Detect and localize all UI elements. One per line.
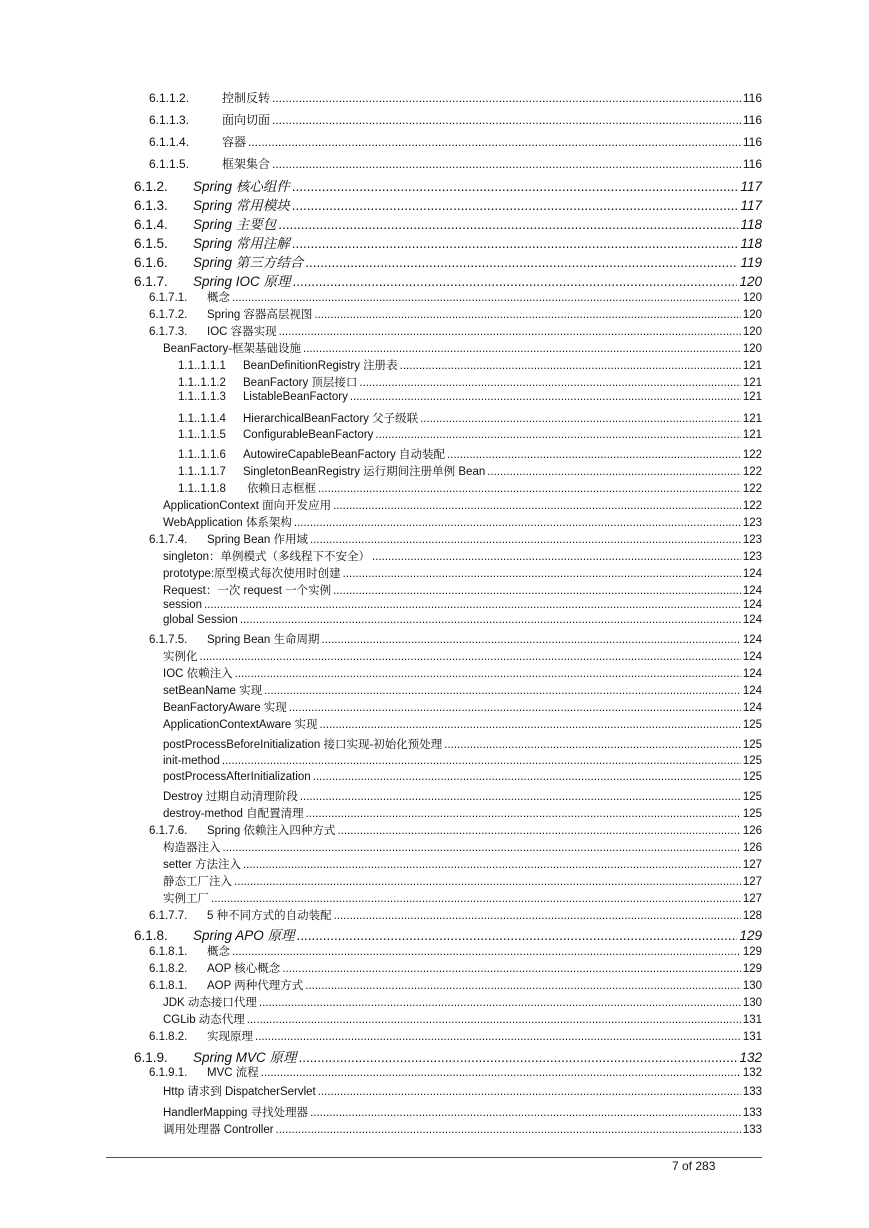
toc-entry-number: 6.1.8.1. [149, 980, 188, 992]
toc-entry-title: 构造器注入 [163, 842, 221, 854]
toc-entry[interactable] [163, 771, 762, 783]
toc-entry-number: 6.1.1.2. [149, 91, 190, 105]
toc-entry-page: 121 [742, 429, 762, 441]
toc-dot-leader [444, 739, 741, 751]
toc-entry-page: 118 [740, 217, 762, 232]
toc-entry-number: 1.1..1.1.7 [178, 466, 226, 478]
toc-dot-leader [292, 236, 739, 251]
toc-entry-number: 6.1.7. [134, 274, 168, 289]
toc-entry[interactable] [163, 716, 762, 732]
toc-entry[interactable] [178, 391, 762, 403]
toc-entry-title: BeanFactoryAware 实现 [163, 702, 287, 714]
toc-entry-title: 概念 [207, 946, 230, 958]
toc-entry-page: 124 [742, 685, 762, 697]
footer-divider [106, 1157, 762, 1158]
toc-entry-number: 6.1.7.4. [149, 534, 188, 546]
toc-entry-number: 6.1.1.3. [149, 113, 190, 127]
toc-entry[interactable] [178, 463, 762, 479]
toc-dot-leader [272, 91, 741, 105]
toc-entry-title: setter 方法注入 [163, 859, 241, 871]
toc-entry-number: 6.1.9. [134, 1050, 168, 1065]
toc-entry-page: 120 [742, 292, 762, 304]
toc-entry-title: AutowireCapableBeanFactory 自动装配 [243, 449, 445, 461]
toc-entry-page: 120 [739, 274, 762, 289]
toc-entry-page: 120 [742, 343, 762, 355]
toc-dot-leader [303, 343, 741, 355]
toc-dot-leader [259, 997, 741, 1009]
toc-entry[interactable] [149, 1028, 762, 1044]
toc-entry-number: 1.1..1.1.6 [178, 449, 226, 461]
toc-entry-title: Spring 常用注解 [193, 236, 290, 251]
toc-dot-leader [318, 483, 741, 495]
toc-entry[interactable] [163, 736, 762, 752]
toc-entry[interactable] [149, 822, 762, 838]
toc-entry-title: Spring Bean 生命周期 [207, 634, 320, 646]
toc-dot-leader [350, 391, 741, 403]
toc-entry[interactable] [163, 1083, 762, 1099]
toc-entry-page: 116 [742, 135, 762, 149]
toc-entry-page: 129 [742, 946, 762, 958]
toc-entry-title: Spring 容器高层视图 [207, 309, 313, 321]
toc-dot-leader [487, 466, 741, 478]
toc-entry[interactable] [178, 357, 762, 373]
toc-dot-leader [234, 876, 741, 888]
toc-entry-number: 6.1.7.1. [149, 292, 188, 304]
toc-entry-page: 124 [742, 614, 762, 626]
toc-entry-title: singleton：单例模式（多线程下不安全） [163, 551, 371, 563]
toc-entry-title: 实现原理 [207, 1031, 253, 1043]
toc-dot-leader [292, 179, 739, 194]
toc-dot-leader [294, 517, 741, 529]
toc-entry[interactable] [149, 631, 762, 647]
toc-dot-leader [334, 910, 741, 922]
toc-dot-leader [372, 551, 741, 563]
toc-entry-page: 121 [742, 391, 762, 403]
toc-entry-page: 123 [742, 551, 762, 563]
toc-entry-title: SingletonBeanRegistry 运行期间注册单例 Bean [243, 466, 486, 478]
toc-dot-leader [261, 1067, 741, 1079]
toc-entry-title: Spring Bean 作用域 [207, 534, 308, 546]
toc-dot-leader [272, 157, 741, 171]
toc-entry-title: IOC 容器实现 [207, 326, 277, 338]
toc-dot-leader [400, 360, 741, 372]
toc-entry-page: 127 [742, 859, 762, 871]
toc-entry-title: ApplicationContextAware 实现 [163, 719, 318, 731]
toc-dot-leader [293, 274, 738, 289]
toc-entry-number: 6.1.7.6. [149, 825, 188, 837]
toc-entry-number: 6.1.4. [134, 217, 168, 232]
toc-entry[interactable] [134, 213, 762, 233]
toc-dot-leader [232, 292, 741, 304]
toc-entry[interactable] [163, 665, 762, 681]
toc-dot-leader [276, 1124, 741, 1136]
toc-dot-leader [343, 568, 741, 580]
toc-entry-title: BeanDefinitionRegistry 注册表 [243, 360, 398, 372]
toc-entry-page: 124 [742, 568, 762, 580]
toc-entry[interactable] [134, 924, 762, 944]
toc-entry[interactable] [163, 565, 762, 581]
toc-dot-leader [333, 585, 741, 597]
toc-entry[interactable] [163, 890, 762, 906]
toc-entry-title: Spring APO 原理 [193, 928, 295, 943]
toc-dot-leader [333, 500, 741, 512]
toc-entry-page: 126 [742, 842, 762, 854]
toc-entry-title: session [163, 599, 202, 611]
toc-entry[interactable] [163, 788, 762, 804]
toc-entry[interactable] [134, 270, 762, 290]
toc-entry-number: 1.1..1.1.5 [178, 429, 226, 441]
toc-entry-page: 117 [740, 198, 762, 213]
toc-entry-number: 6.1.7.3. [149, 326, 188, 338]
toc-dot-leader [318, 1086, 741, 1098]
toc-entry-number: 6.1.9.1. [149, 1067, 188, 1079]
toc-entry-title: prototype:原型模式每次使用时创建 [163, 568, 341, 580]
toc-dot-leader [255, 1031, 741, 1043]
toc-entry[interactable] [149, 133, 762, 150]
toc-entry-page: 131 [742, 1031, 762, 1043]
toc-dot-leader [289, 702, 741, 714]
toc-entry[interactable] [163, 1011, 762, 1027]
toc-entry-title: setBeanName 实现 [163, 685, 263, 697]
toc-dot-leader [278, 217, 738, 232]
toc-entry-number: 6.1.7.5. [149, 634, 188, 646]
toc-entry[interactable] [149, 155, 762, 172]
toc-entry-page: 116 [742, 157, 762, 171]
toc-dot-leader [313, 771, 741, 783]
toc-dot-leader [297, 928, 738, 943]
toc-entry-page: 124 [742, 651, 762, 663]
toc-entry-number: 6.1.8. [134, 928, 168, 943]
toc-entry[interactable] [149, 977, 762, 993]
toc-entry-title: 静态工厂注入 [163, 876, 232, 888]
toc-entry-title: 框架集合 [222, 157, 271, 171]
toc-entry-title: MVC 流程 [207, 1067, 259, 1079]
toc-entry-title: AOP 核心概念 [207, 963, 281, 975]
toc-entry[interactable] [149, 960, 762, 976]
toc-entry-number: 6.1.7.7. [149, 910, 188, 922]
page-number: 7 of 283 [672, 1159, 716, 1173]
toc-entry-title: Spring IOC 原理 [193, 274, 291, 289]
toc-entry-page: 127 [742, 876, 762, 888]
toc-dot-leader [359, 377, 740, 389]
toc-entry[interactable] [149, 306, 762, 322]
toc-entry-page: 133 [742, 1107, 762, 1119]
toc-entry-page: 129 [739, 928, 762, 943]
toc-entry[interactable] [163, 873, 762, 889]
toc-entry[interactable] [163, 648, 762, 664]
toc-entry-title: 控制反转 [222, 91, 271, 105]
toc-dot-leader [299, 1050, 738, 1065]
toc-entry-number: 6.1.6. [134, 255, 168, 270]
toc-dot-leader [300, 791, 741, 803]
toc-entry[interactable] [149, 111, 762, 128]
toc-entry-title: destroy-method 自配置清理 [163, 808, 304, 820]
toc-entry-number: 6.1.8.1. [149, 946, 188, 958]
toc-entry[interactable] [178, 446, 762, 462]
toc-entry-title: HierarchicalBeanFactory 父子级联 [243, 413, 419, 425]
toc-entry-page: 121 [742, 360, 762, 372]
toc-entry-page: 131 [742, 1014, 762, 1026]
toc-entry-page: 124 [742, 702, 762, 714]
toc-entry[interactable] [178, 480, 762, 496]
toc-entry-page: 120 [742, 326, 762, 338]
toc-entry-title: Spring 依赖注入四种方式 [207, 825, 336, 837]
toc-entry[interactable] [149, 943, 762, 959]
toc-entry[interactable] [163, 1121, 762, 1137]
toc-entry[interactable] [134, 194, 762, 214]
toc-entry[interactable] [163, 1104, 762, 1120]
toc-entry[interactable] [163, 582, 762, 598]
toc-entry-title: 概念 [207, 292, 230, 304]
toc-dot-leader [200, 651, 741, 663]
toc-entry[interactable] [163, 994, 762, 1010]
toc-entry-title: BeanFactory-框架基础设施 [163, 343, 302, 355]
toc-entry-page: 125 [742, 771, 762, 783]
toc-entry-title: 面向切面 [222, 113, 271, 127]
toc-dot-leader [337, 825, 740, 837]
toc-dot-leader [314, 309, 740, 321]
toc-entry-number: 6.1.1.5. [149, 157, 190, 171]
toc-entry[interactable] [149, 907, 762, 923]
toc-entry-page: 125 [742, 755, 762, 767]
toc-entry[interactable] [134, 175, 762, 195]
toc-dot-leader [322, 634, 741, 646]
toc-dot-leader [420, 413, 741, 425]
toc-entry-page: 133 [742, 1124, 762, 1136]
toc-entry[interactable] [163, 755, 762, 767]
toc-entry-title: Spring 第三方结合 [193, 255, 304, 270]
toc-entry-title: 实例工厂 [163, 893, 209, 905]
toc-entry-page: 130 [742, 997, 762, 1009]
toc-entry-page: 123 [742, 517, 762, 529]
toc-entry[interactable] [134, 251, 762, 271]
toc-entry[interactable] [163, 497, 762, 513]
toc-entry-title: BeanFactory 顶层接口 [243, 377, 358, 389]
toc-dot-leader [305, 980, 741, 992]
toc-entry-page: 124 [742, 585, 762, 597]
toc-dot-leader [235, 668, 741, 680]
toc-entry-title: init-method [163, 755, 220, 767]
toc-entry-title: postProcessBeforeInitialization 接口实现-初始化预处理 [163, 739, 443, 751]
toc-entry-page: 132 [742, 1067, 762, 1079]
toc-dot-leader [319, 719, 740, 731]
toc-entry[interactable] [178, 410, 762, 426]
toc-entry[interactable] [163, 614, 762, 626]
toc-entry-title: Destroy 过期自动清理阶段 [163, 791, 298, 803]
toc-entry-page: 117 [740, 179, 762, 194]
toc-entry-number: 1.1..1.1.1 [178, 360, 226, 372]
toc-entry-title: 依赖日志框框 [247, 483, 316, 495]
toc-entry-title: JDK 动态接口代理 [163, 997, 257, 1009]
toc-dot-leader [447, 449, 741, 461]
toc-entry-page: 129 [742, 963, 762, 975]
toc-entry-title: Spring MVC 原理 [193, 1050, 297, 1065]
toc-entry[interactable] [149, 323, 762, 339]
toc-dot-leader [243, 859, 741, 871]
toc-entry-page: 123 [742, 534, 762, 546]
toc-entry[interactable] [149, 531, 762, 547]
toc-entry-page: 124 [742, 668, 762, 680]
toc-entry-number: 1.1..1.1.3 [178, 391, 226, 403]
toc-entry-page: 120 [742, 309, 762, 321]
toc-entry-page: 125 [742, 739, 762, 751]
toc-dot-leader [279, 326, 741, 338]
toc-entry[interactable] [163, 699, 762, 715]
toc-entry-page: 130 [742, 980, 762, 992]
toc-dot-leader [211, 893, 741, 905]
toc-entry-number: 6.1.3. [134, 198, 168, 213]
toc-entry[interactable] [149, 1064, 762, 1080]
toc-entry[interactable] [178, 374, 762, 390]
toc-entry-number: 6.1.2. [134, 179, 168, 194]
toc-entry-title: WebApplication 体系架构 [163, 517, 292, 529]
toc-entry-page: 116 [742, 91, 762, 105]
toc-entry[interactable] [134, 232, 762, 252]
toc-entry-page: 126 [742, 825, 762, 837]
toc-entry-title: CGLib 动态代理 [163, 1014, 245, 1026]
toc-dot-leader [375, 429, 740, 441]
toc-entry-page: 125 [742, 719, 762, 731]
toc-entry[interactable] [163, 805, 762, 821]
toc-entry[interactable] [163, 340, 762, 356]
toc-entry[interactable] [134, 1046, 762, 1066]
toc-entry-page: 122 [742, 449, 762, 461]
toc-entry[interactable] [163, 514, 762, 530]
toc-entry-number: 1.1..1.1.2 [178, 377, 226, 389]
toc-entry-number: 1.1..1.1.8 [178, 483, 226, 495]
toc-entry-number: 6.1.1.4. [149, 135, 190, 149]
toc-entry-title: 5 种不同方式的自动装配 [207, 910, 332, 922]
toc-dot-leader [248, 135, 741, 149]
toc-entry-title: 实例化 [163, 651, 198, 663]
toc-entry-page: 124 [742, 634, 762, 646]
toc-entry-page: 119 [740, 255, 762, 270]
toc-entry-page: 133 [742, 1086, 762, 1098]
toc-entry[interactable] [163, 599, 762, 611]
toc-entry-title: Http 请求到 DispatcherServlet [163, 1086, 316, 1098]
toc-entry-title: Spring 核心组件 [193, 179, 290, 194]
toc-entry-page: 116 [742, 113, 762, 127]
toc-entry[interactable] [163, 856, 762, 872]
toc-entry[interactable] [149, 89, 762, 106]
toc-dot-leader [310, 1107, 741, 1119]
toc-entry-page: 122 [742, 466, 762, 478]
toc-entry[interactable] [163, 682, 762, 698]
toc-dot-leader [282, 963, 741, 975]
toc-entry-number: 6.1.8.2. [149, 1031, 188, 1043]
toc-dot-leader [272, 113, 741, 127]
toc-entry-number: 6.1.5. [134, 236, 168, 251]
toc-entry-title: 容器 [222, 135, 247, 149]
toc-entry[interactable] [163, 839, 762, 855]
toc-entry-page: 127 [742, 893, 762, 905]
toc-entry-title: AOP 两种代理方式 [207, 980, 304, 992]
toc-entry[interactable] [149, 289, 762, 305]
toc-entry-page: 128 [742, 910, 762, 922]
toc-entry-page: 122 [742, 483, 762, 495]
toc-entry[interactable] [178, 429, 762, 441]
toc-entry-page: 132 [739, 1050, 762, 1065]
toc-entry-page: 125 [742, 791, 762, 803]
toc-entry-title: HandlerMapping 寻找处理器 [163, 1107, 309, 1119]
toc-entry-title: global Session [163, 614, 238, 626]
toc-entry-title: ApplicationContext 面向开发应用 [163, 500, 332, 512]
toc-dot-leader [292, 198, 739, 213]
toc-entry-title: IOC 依赖注入 [163, 668, 233, 680]
toc-dot-leader [240, 614, 741, 626]
toc-entry-title: Spring 常用模块 [193, 198, 290, 213]
toc-dot-leader [223, 842, 741, 854]
toc-entry-title: ConfigurableBeanFactory [243, 429, 374, 441]
toc-entry-title: Request：一次 request 一个实例 [163, 585, 332, 597]
toc-entry-number: 6.1.8.2. [149, 963, 188, 975]
toc-entry-title: ListableBeanFactory [243, 391, 348, 403]
toc-dot-leader [222, 755, 741, 767]
toc-dot-leader [305, 255, 738, 270]
toc-entry-title: 调用处理器 Controller [163, 1124, 274, 1136]
toc-dot-leader [247, 1014, 741, 1026]
toc-dot-leader [306, 808, 741, 820]
toc-entry-page: 121 [742, 413, 762, 425]
toc-entry-number: 1.1..1.1.4 [178, 413, 226, 425]
toc-dot-leader [232, 946, 741, 958]
toc-entry-page: 124 [742, 599, 762, 611]
toc-entry-title: postProcessAfterInitialization [163, 771, 311, 783]
toc-entry-title: Spring 主要包 [193, 217, 277, 232]
toc-dot-leader [310, 534, 741, 546]
toc-dot-leader [204, 599, 741, 611]
toc-entry[interactable] [163, 548, 762, 564]
toc-entry-number: 6.1.7.2. [149, 309, 188, 321]
toc-entry-page: 125 [742, 808, 762, 820]
toc-entry-page: 121 [742, 377, 762, 389]
toc-dot-leader [264, 685, 741, 697]
toc-entry-page: 122 [742, 500, 762, 512]
toc-entry-page: 118 [740, 236, 762, 251]
